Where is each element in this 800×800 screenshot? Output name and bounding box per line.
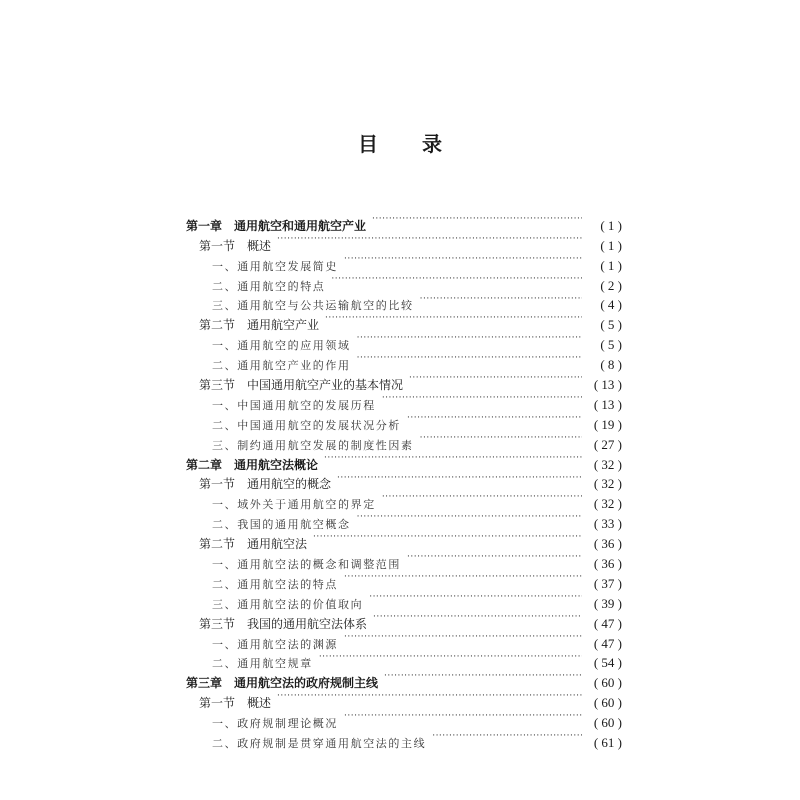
toc-page-number: ( 27 ) — [593, 436, 622, 452]
dot-leader — [409, 369, 582, 389]
toc-page-number: ( 36 ) — [593, 556, 622, 572]
toc-page-number: ( 54 ) — [593, 655, 622, 671]
dot-leader — [407, 409, 582, 429]
toc-entry-label: 第一节 通用航空的概念 — [199, 477, 332, 492]
toc-entry-label: 二、通用航空产业的作用 — [212, 359, 351, 373]
toc-page-number: ( 33 ) — [593, 516, 622, 532]
dot-leader — [372, 210, 582, 230]
dot-leader — [382, 389, 582, 409]
dot-leader — [277, 687, 582, 707]
toc-entry-label: 一、通用航空法的渊源 — [212, 637, 338, 651]
toc-page-number: ( 39 ) — [593, 595, 622, 611]
toc-page-number: ( 19 ) — [593, 416, 622, 432]
toc-entry-label: 第二节 通用航空产业 — [199, 318, 320, 333]
toc-entry-label: 第三节 我国的通用航空法体系 — [199, 616, 368, 631]
toc-entry-label: 第三章 通用航空法的政府规制主线 — [186, 676, 379, 691]
toc-entry-label: 一、通用航空的应用领域 — [212, 339, 351, 353]
toc-entry-label: 第二章 通用航空法概论 — [186, 457, 319, 472]
dot-leader — [313, 528, 582, 548]
toc-page-number: ( 13 ) — [593, 377, 622, 393]
dot-leader — [357, 329, 582, 349]
toc-entry-label: 二、通用航空法的特点 — [212, 577, 338, 591]
toc-page-number: ( 1 ) — [600, 217, 622, 233]
dot-leader — [337, 469, 582, 489]
dot-leader — [357, 508, 582, 528]
dot-leader — [420, 290, 582, 310]
toc-chapter[interactable] — [186, 210, 622, 233]
toc-page-number: ( 5 ) — [600, 317, 622, 333]
toc-page-number: ( 32 ) — [593, 476, 622, 492]
dot-leader — [331, 270, 582, 290]
toc-entry-label: 三、制约通用航空发展的制度性因素 — [212, 438, 414, 452]
dot-leader — [407, 548, 582, 568]
toc-entry-label: 第一节 概述 — [199, 696, 272, 711]
dot-leader — [369, 588, 582, 608]
dot-leader — [432, 727, 582, 747]
toc-entry-label: 二、通用航空的特点 — [212, 279, 326, 293]
toc-page-number: ( 8 ) — [600, 357, 622, 373]
table-of-contents — [186, 210, 622, 751]
toc-page-number: ( 61 ) — [593, 735, 622, 751]
dot-leader — [344, 250, 582, 270]
dot-leader — [373, 608, 582, 628]
title-char: 目 — [358, 132, 378, 156]
toc-page-number: ( 60 ) — [593, 715, 622, 731]
toc-entry-label: 二、我国的通用航空概念 — [212, 518, 351, 532]
toc-page-number: ( 4 ) — [600, 297, 622, 313]
toc-page-number: ( 36 ) — [593, 536, 622, 552]
toc-entry-label: 第一章 通用航空和通用航空产业 — [186, 218, 367, 233]
dot-leader — [384, 667, 582, 687]
toc-entry-label: 二、政府规制是贯穿通用航空法的主线 — [212, 737, 427, 751]
toc-page-number: ( 47 ) — [593, 635, 622, 651]
toc-page-number: ( 32 ) — [593, 496, 622, 512]
page-title — [0, 128, 800, 157]
toc-page-number: ( 2 ) — [600, 277, 622, 293]
toc-page-number: ( 47 ) — [593, 615, 622, 631]
dot-leader — [325, 309, 582, 329]
toc-entry-label: 一、通用航空法的概念和调整范围 — [212, 558, 401, 572]
toc-entry-label: 一、通用航空发展简史 — [212, 259, 338, 273]
dot-leader — [344, 568, 582, 588]
toc-entry-label: 一、域外关于通用航空的界定 — [212, 498, 376, 512]
title-char: 录 — [422, 132, 442, 156]
toc-entry-label: 第二节 通用航空法 — [199, 537, 308, 552]
toc-entry-label: 一、中国通用航空的发展历程 — [212, 398, 376, 412]
dot-leader — [277, 230, 582, 250]
toc-entry-label: 第三节 中国通用航空产业的基本情况 — [199, 378, 404, 393]
toc-page-number: ( 60 ) — [593, 695, 622, 711]
dot-leader — [382, 488, 582, 508]
toc-page-number: ( 13 ) — [593, 396, 622, 412]
toc-entry-label: 一、政府规制理论概况 — [212, 717, 338, 731]
toc-page-number: ( 1 ) — [600, 257, 622, 273]
toc-page-number: ( 32 ) — [593, 456, 622, 472]
toc-page-number: ( 37 ) — [593, 575, 622, 591]
toc-page-number: ( 60 ) — [593, 675, 622, 691]
dot-leader — [344, 628, 582, 648]
toc-entry-label: 三、通用航空与公共运输航空的比较 — [212, 299, 414, 313]
toc-entry-label: 二、通用航空规章 — [212, 657, 313, 671]
dot-leader — [357, 349, 582, 369]
dot-leader — [344, 707, 582, 727]
toc-entry-label: 第一节 概述 — [199, 238, 272, 253]
toc-entry-label: 二、中国通用航空的发展状况分析 — [212, 418, 401, 432]
dot-leader — [319, 648, 582, 668]
dot-leader — [420, 429, 582, 449]
toc-entry-label: 三、通用航空法的价值取向 — [212, 597, 364, 611]
dot-leader — [324, 449, 582, 469]
toc-page-number: ( 1 ) — [600, 237, 622, 253]
toc-page-number: ( 5 ) — [600, 337, 622, 353]
